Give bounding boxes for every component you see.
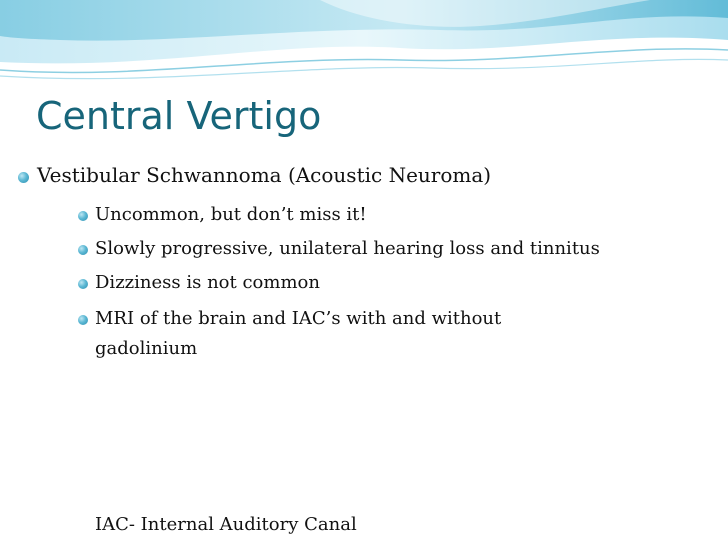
sub-bullet-text: Dizziness is not common — [95, 272, 320, 293]
sub-bullet-text: gadolinium — [95, 338, 198, 359]
sphere-bullet-icon — [78, 279, 88, 289]
sub-bullet-text: Uncommon, but don’t miss it! — [95, 204, 367, 225]
header-wave-icon — [0, 0, 728, 90]
sphere-bullet-icon — [78, 245, 88, 255]
sphere-bullet-icon — [78, 315, 88, 325]
sub-bullet-text: Slowly progressive, unilateral hearing loss and tinnitus — [95, 238, 600, 259]
footnote: IAC- Internal Auditory Canal — [95, 514, 357, 535]
sphere-bullet-icon — [78, 211, 88, 221]
slide-title: Central Vertigo — [36, 94, 322, 138]
bullet-text: Vestibular Schwannoma (Acoustic Neuroma) — [37, 163, 492, 187]
sphere-bullet-icon — [18, 172, 29, 183]
sub-bullet-text: MRI of the brain and IAC’s with and without — [95, 308, 502, 329]
